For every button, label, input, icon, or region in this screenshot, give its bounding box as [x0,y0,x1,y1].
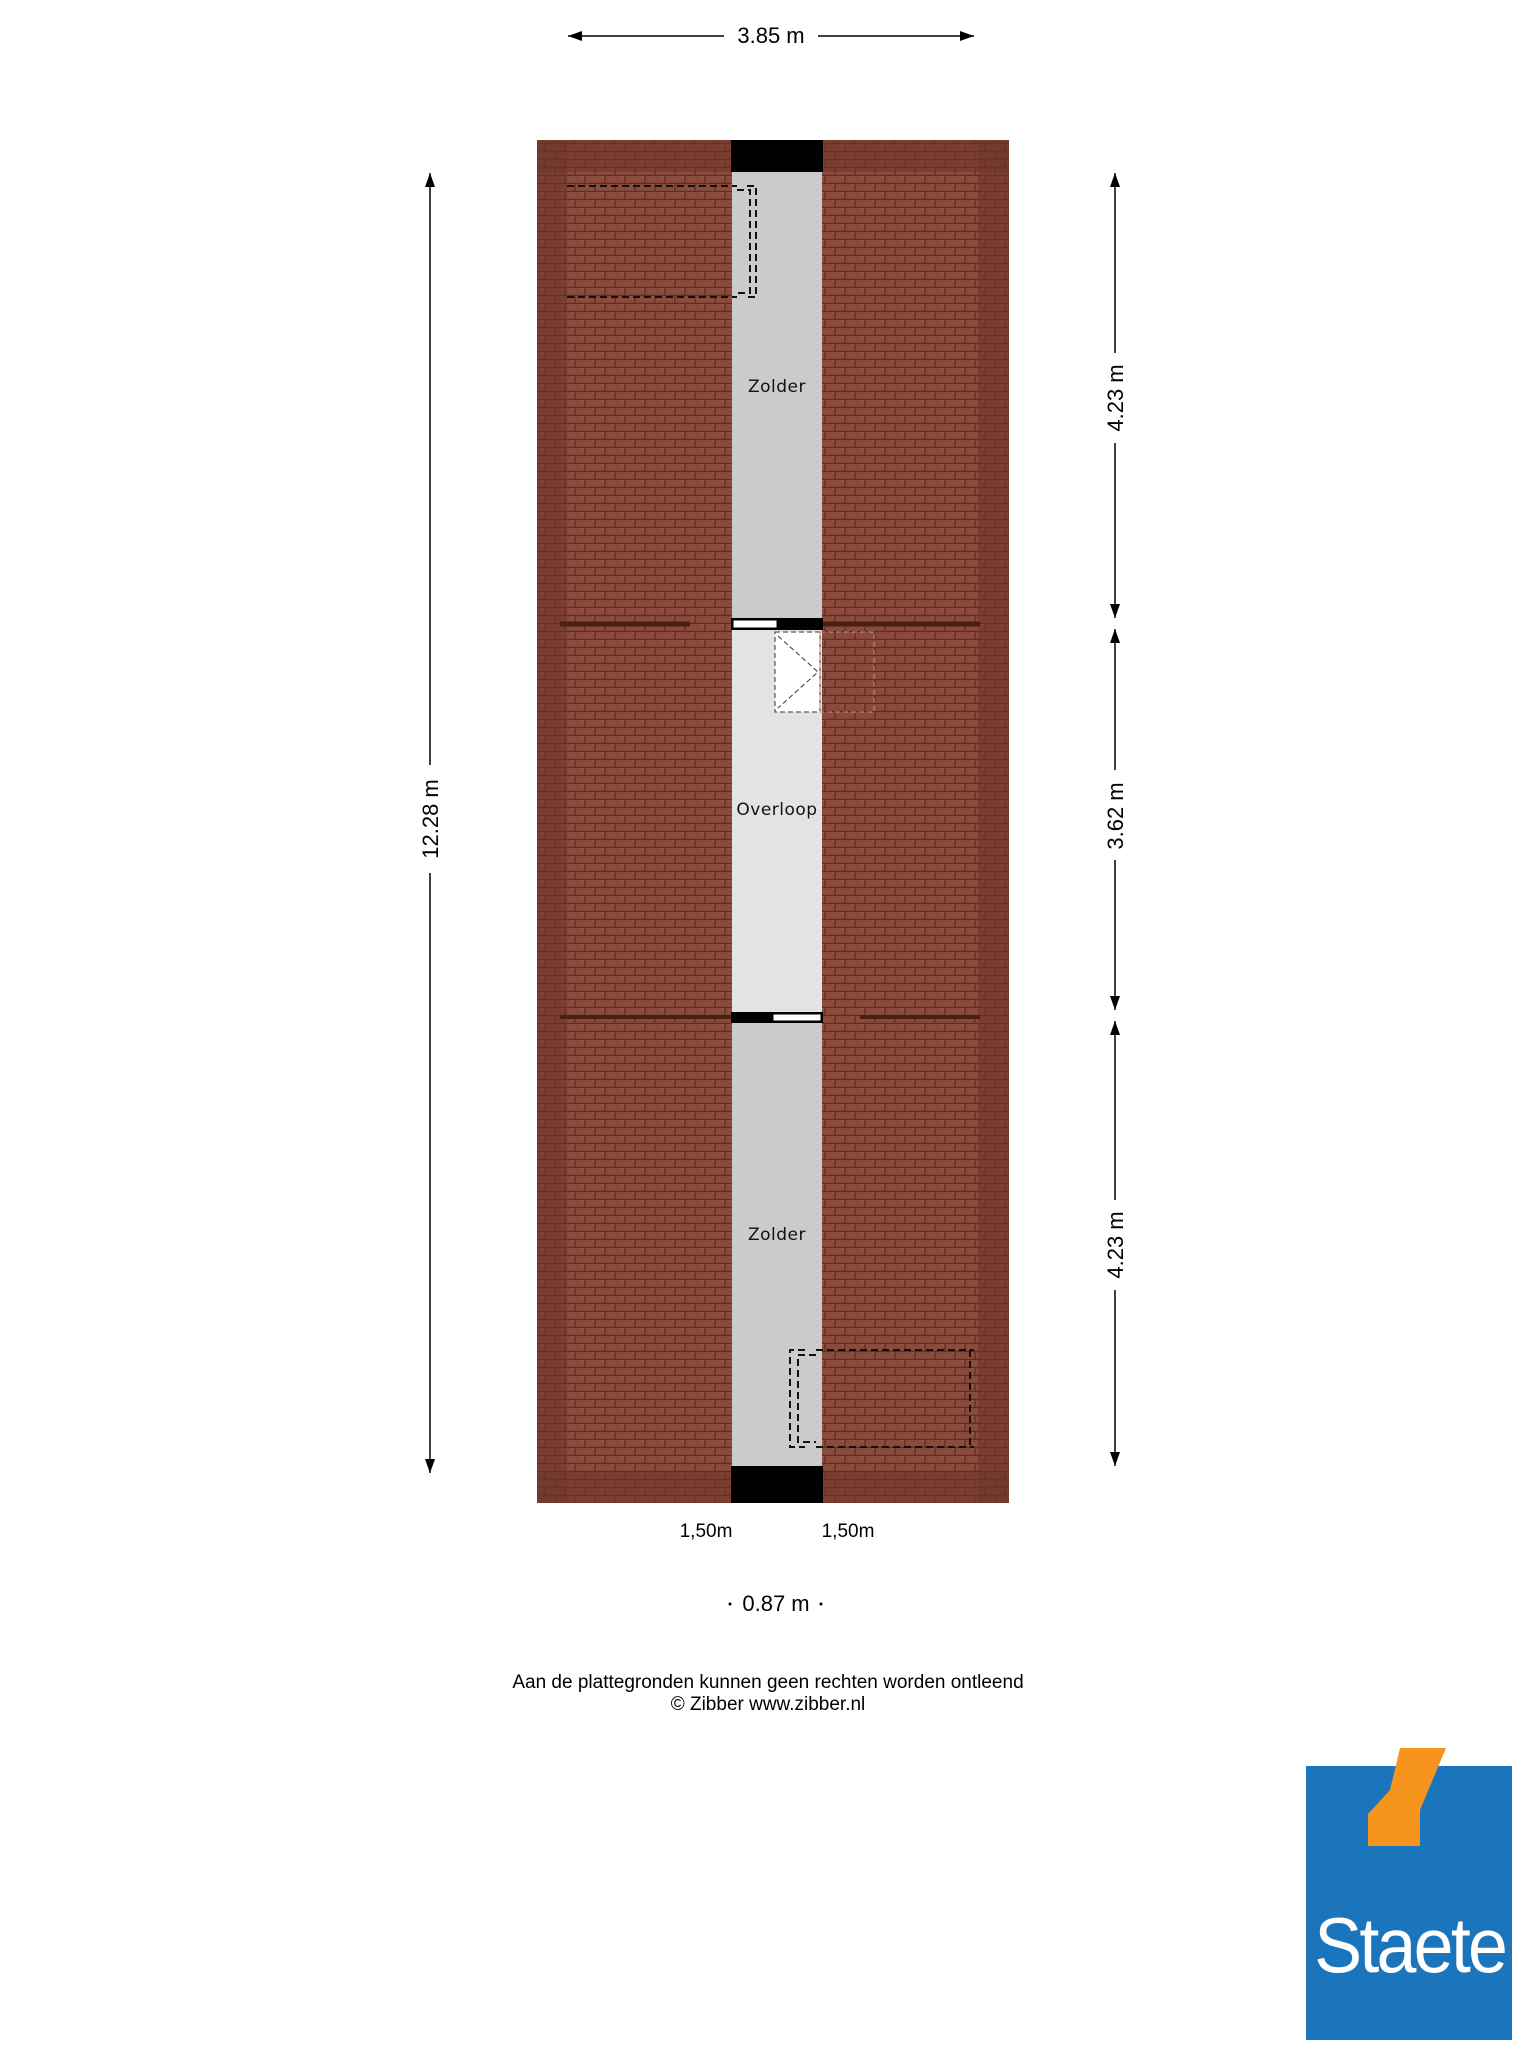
door-top [733,620,777,628]
dimension-top [568,23,974,48]
roof-edge-bottom-right [822,1472,1009,1503]
roof-edge-right [978,140,1009,1503]
room-label-overloop: Overloop [736,800,818,820]
disclaimer-line-2: © Zibber www.zibber.nl [670,1694,866,1715]
wall-bottom [731,1466,823,1503]
dimension-bottom-left-label: 1,50m [679,1521,733,1542]
roof-edge-top-left [537,140,732,172]
staete-logo [1306,1748,1512,2040]
room-label-zolder-bottom: Zolder [747,1225,807,1245]
dimension-left-label: 12.28 m [418,779,443,859]
wall-top [731,140,823,172]
dimension-right [1103,173,1128,1466]
dimension-corridor-label: 0.87 m [742,1591,810,1616]
dimension-right-2-label: 3.62 m [1103,782,1128,850]
dimension-bottom-right-label: 1,50m [821,1521,875,1542]
dimension-top-label: 3.85 m [737,23,805,48]
disclaimer [0,1672,1536,1716]
roof-edge-left [537,140,567,1503]
hatch [775,632,820,712]
roof-edge-top-right [822,140,1009,172]
dimension-right-1-label: 4.23 m [1103,364,1128,432]
room-label-zolder-top: Zolder [747,377,807,397]
door-bottom [773,1014,821,1021]
roof-edge-bottom-left [537,1472,732,1503]
staete-logo-text: Staete [1314,1901,1506,1989]
disclaimer-line-1: Aan de plattegronden kunnen geen rechten worden ontleend [512,1672,1024,1693]
dimension-corridor [729,1591,823,1616]
dimension-right-3-label: 4.23 m [1103,1211,1128,1279]
dimension-left [418,173,443,1473]
